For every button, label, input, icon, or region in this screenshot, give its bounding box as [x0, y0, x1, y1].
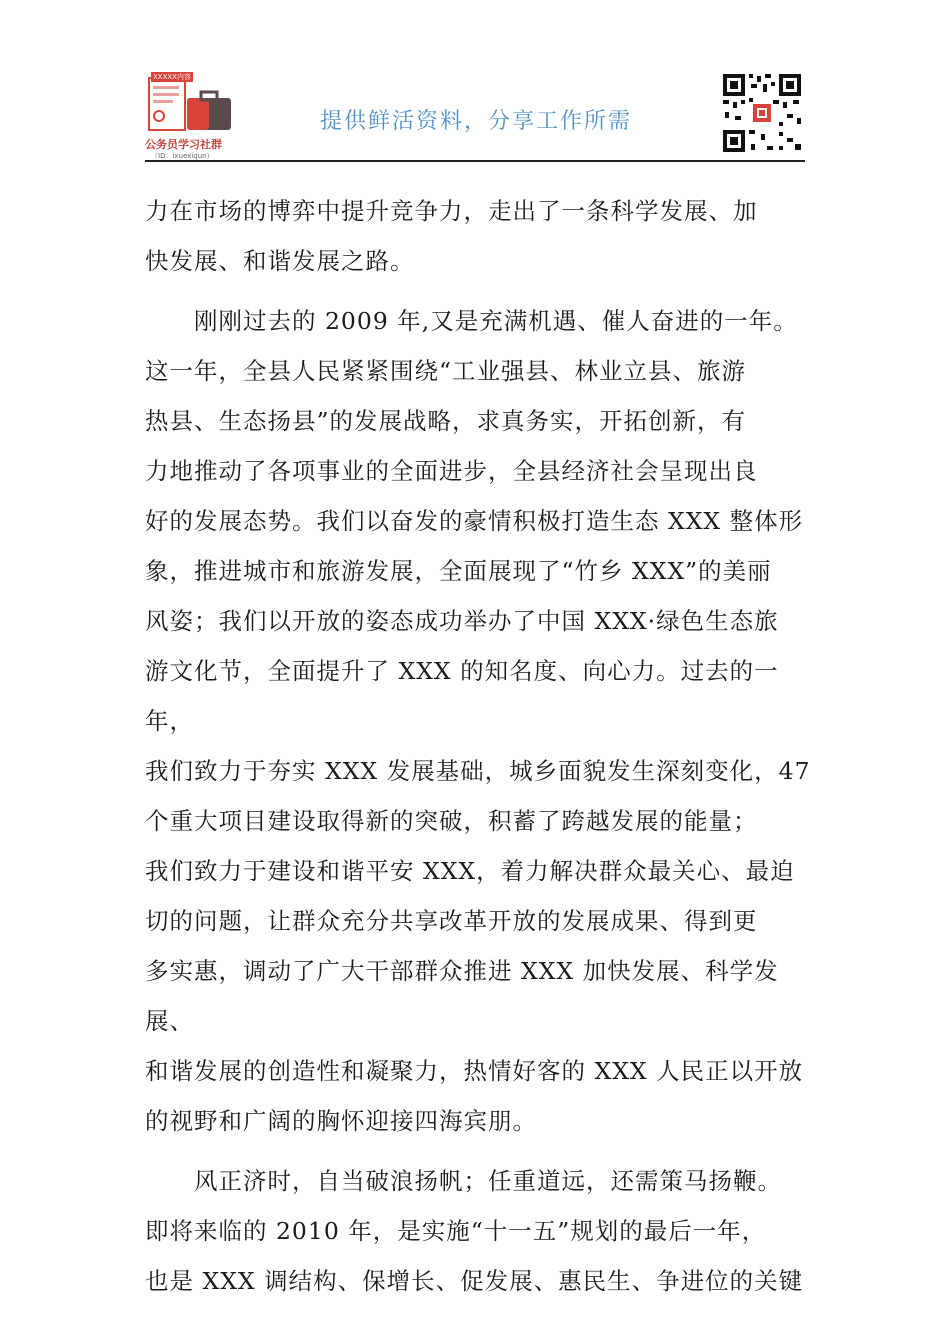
text-line: 个重大项目建设取得新的突破，积蓄了跨越发展的能量；	[145, 807, 758, 835]
text-line: 快发展、和谐发展之路。	[145, 247, 415, 275]
header-slogan: 提供鲜活资料，分享工作所需	[320, 109, 633, 134]
text-line: 的视野和广阔的胸怀迎接四海宾朋。	[145, 1107, 537, 1135]
logo	[145, 72, 237, 160]
text-line: 也是 XXX 调结构、保增长、促发展、惠民生、争进位的关键	[145, 1267, 804, 1295]
text-line: 力地推动了各项事业的全面进步，全县经济社会呈现出良	[145, 457, 758, 485]
text-line: 好的发展态势。我们以奋发的豪情积极打造生态 XXX 整体形	[145, 507, 804, 535]
text-line: 切的问题，让群众充分共享改革开放的发展成果、得到更	[145, 907, 758, 935]
text-line: 风姿；我们以开放的姿态成功举办了中国 XXX·绿色生态旅	[145, 607, 779, 635]
logo-name: 公务员学习社群	[145, 138, 222, 151]
document-header	[145, 66, 805, 162]
logo-tag: XXXXX内容	[153, 73, 191, 81]
text-line: 我们致力于建设和谐平安 XXX，着力解决群众最关心、最迫	[145, 857, 795, 885]
paragraph-start-line: 刚刚过去的 2009 年,又是充满机遇、催人奋进的一年。	[194, 307, 798, 335]
text-line: 力在市场的博弈中提升竞争力，走出了一条科学发展、加	[145, 197, 758, 225]
text-line: 这一年，全县人民紧紧围绕“工业强县、林业立县、旅游	[145, 357, 747, 385]
document-body	[145, 186, 825, 1306]
paragraph-start-line: 风正济时，自当破浪扬帆；任重道远，还需策马扬鞭。	[194, 1167, 782, 1195]
text-line: 多实惠，调动了广大干部群众推进 XXX 加快发展、科学发展、	[145, 957, 779, 1035]
logo-id: （ID：ixuexiqun）	[151, 152, 214, 160]
text-line: 热县、生态扬县”的发展战略，求真务实，开拓创新，有	[145, 407, 747, 435]
qr-code-icon	[721, 72, 803, 154]
text-line: 游文化节，全面提升了 XXX 的知名度、向心力。过去的一年，	[145, 657, 779, 735]
text-line: 和谐发展的创造性和凝聚力，热情好客的 XXX 人民正以开放	[145, 1057, 804, 1085]
text-line: 我们致力于夯实 XXX 发展基础，城乡面貌发生深刻变化，47	[145, 757, 811, 785]
text-line: 象，推进城市和旅游发展，全面展现了“竹乡 XXX”的美丽	[145, 557, 772, 585]
text-line: 即将来临的 2010 年，是实施“十一五”规划的最后一年，	[145, 1217, 767, 1245]
